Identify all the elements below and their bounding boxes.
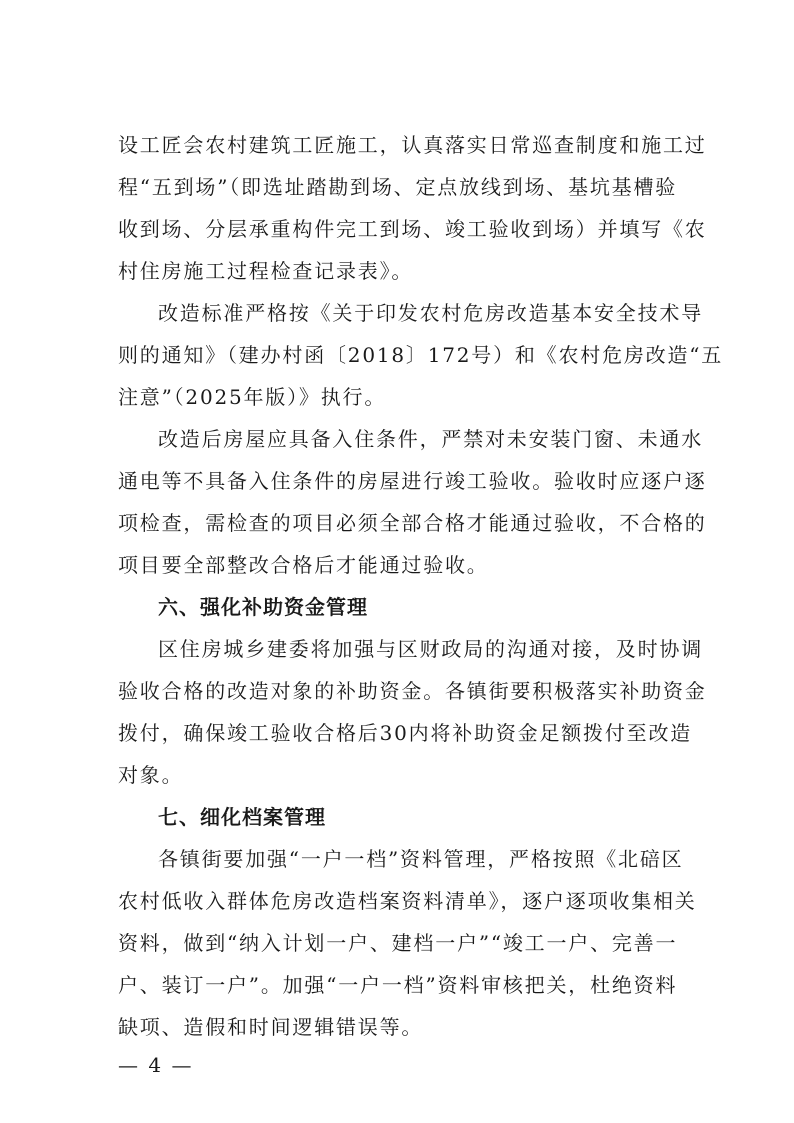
text-line: 收到场、分层承重构件完工到场、竣工验收到场）并填写《农 — [118, 217, 707, 241]
text-line: 区住房城乡建委将加强与区财政局的沟通对接，及时协调 — [158, 637, 703, 661]
text-line: 改造后房屋应具备入住条件，严禁对未安装门窗、未通水 — [158, 427, 703, 451]
text-line: 村住房施工过程检查记录表》。 — [118, 259, 414, 283]
text-line: 设工匠会农村建筑工匠施工，认真落实日常巡查制度和施工过 — [118, 133, 707, 157]
page-number: — 4 — — [118, 1053, 194, 1077]
text-line: 则的通知》（建办村函〔2018〕172号）和《农村危房改造“五 — [118, 343, 724, 367]
text-line: 程“五到场”（即选址踏勘到场、定点放线到场、基坑基槽验 — [118, 175, 678, 199]
text-line: 验收合格的改造对象的补助资金。各镇街要积极落实补助资金 — [118, 679, 707, 703]
section-heading: 六、强化补助资金管理 — [158, 595, 368, 619]
text-line: 拨付，确保竣工验收合格后30内将补助资金足额拨付至改造 — [118, 721, 693, 745]
text-line: 资料，做到“纳入计划一户、建档一户”“竣工一户、完善一 — [118, 931, 678, 955]
text-line: 通电等不具备入住条件的房屋进行竣工验收。验收时应逐户逐 — [118, 469, 707, 493]
text-line: 对象。 — [118, 763, 184, 787]
text-line: 注意”（2025年版）》执行。 — [118, 385, 387, 409]
section-heading: 七、细化档案管理 — [158, 805, 326, 829]
text-line: 农村低收入群体危房改造档案资料清单》，逐户逐项收集相关 — [118, 889, 697, 913]
text-line: 各镇街要加强“一户一档”资料管理，严格按照《北碚区 — [158, 847, 684, 871]
text-line: 户、装订一户”。加强“一户一档”资料审核把关，杜绝资料 — [118, 973, 678, 997]
text-line: 项目要全部整改合格后才能通过验收。 — [118, 553, 489, 577]
text-line: 项检查，需检查的项目必须全部合格才能通过验收，不合格的 — [118, 511, 707, 535]
text-line: 改造标准严格按《关于印发农村危房改造基本安全技术导 — [158, 301, 703, 325]
text-line: 缺项、造假和时间逻辑错误等。 — [118, 1015, 424, 1039]
